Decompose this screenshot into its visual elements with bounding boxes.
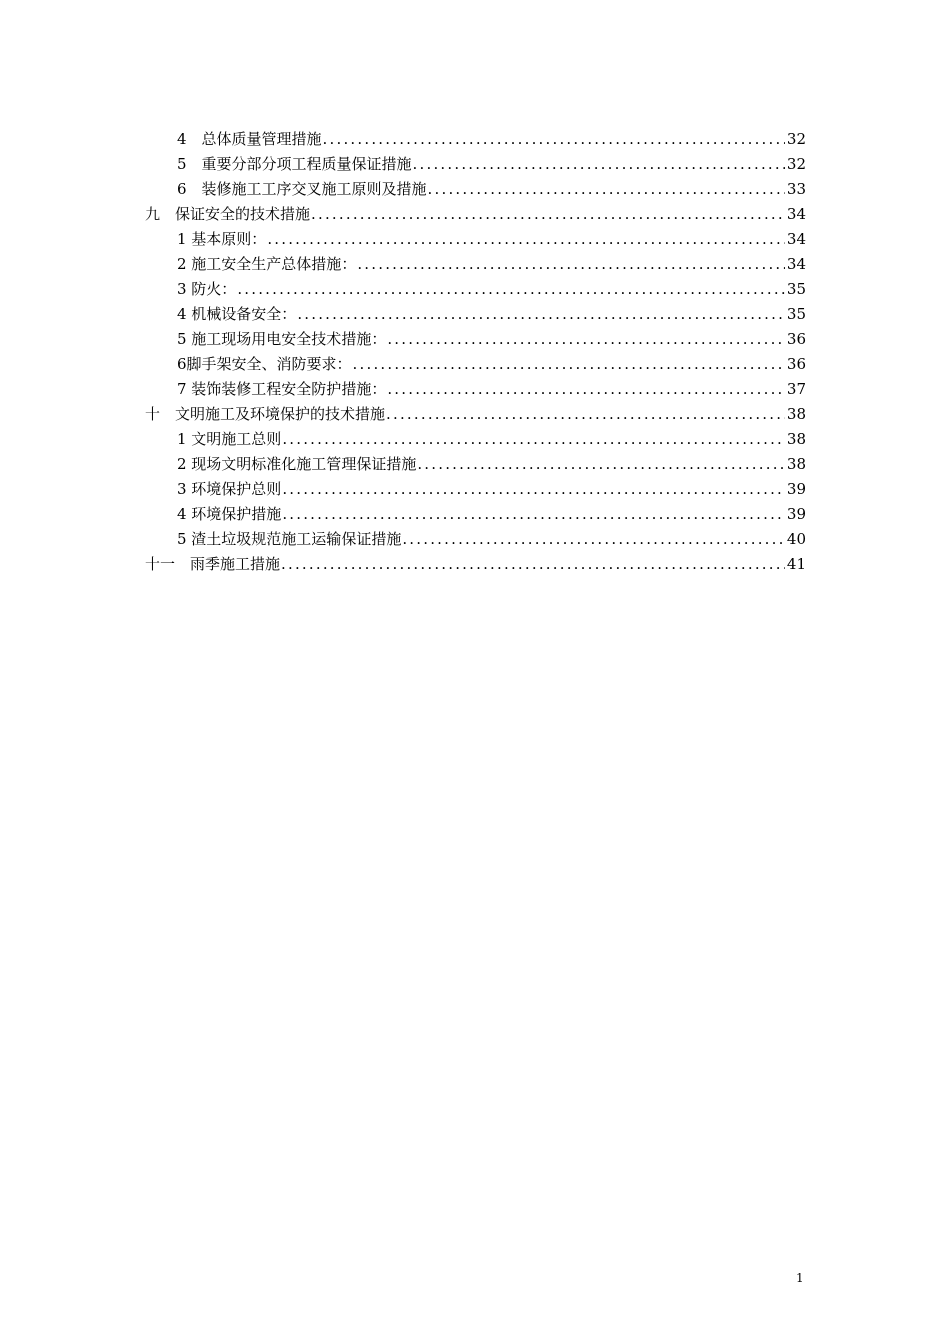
- toc-entry[interactable]: [145, 527, 806, 552]
- toc-entry-title: 1 基本原则：: [177, 230, 267, 248]
- toc-chapter-entry[interactable]: [145, 202, 806, 227]
- toc-entry[interactable]: [145, 452, 806, 477]
- toc-entry-title: 6脚手架安全、消防要求：: [177, 355, 352, 373]
- toc-entry-page: 39: [786, 480, 806, 498]
- toc-entry-title: 5 重要分部分项工程质量保证措施: [177, 155, 412, 173]
- toc-entry[interactable]: [145, 127, 806, 152]
- toc-entry[interactable]: [145, 227, 806, 252]
- toc-entry-title: 2 施工安全生产总体措施：: [177, 255, 357, 273]
- toc-dot-leader: [387, 377, 785, 402]
- toc-entry-page: 36: [786, 330, 806, 348]
- toc-dot-leader: [282, 427, 785, 452]
- toc-entry[interactable]: [145, 302, 806, 327]
- toc-entry-page: 34: [786, 230, 806, 248]
- toc-entry-title: 3 防火：: [177, 280, 237, 298]
- toc-entry-title: 十一 雨季施工措施: [145, 555, 281, 573]
- toc-dot-leader: [323, 127, 785, 152]
- table-of-contents: [145, 127, 806, 577]
- toc-entry[interactable]: [145, 277, 806, 302]
- toc-dot-leader: [413, 152, 785, 177]
- toc-entry-title: 十 文明施工及环境保护的技术措施: [145, 405, 386, 423]
- toc-entry[interactable]: [145, 252, 806, 277]
- toc-entry-page: 32: [786, 155, 806, 173]
- toc-dot-leader: [311, 202, 785, 227]
- toc-entry[interactable]: [145, 327, 806, 352]
- toc-dot-leader: [357, 252, 785, 277]
- toc-entry-page: 38: [786, 455, 806, 473]
- toc-entry-page: 39: [786, 505, 806, 523]
- toc-entry[interactable]: [145, 152, 806, 177]
- toc-entry[interactable]: [145, 377, 806, 402]
- toc-dot-leader: [417, 452, 785, 477]
- toc-dot-leader: [387, 327, 785, 352]
- toc-entry-title: 5 渣土垃圾规范施工运输保证措施: [177, 530, 402, 548]
- toc-entry-page: 37: [786, 380, 806, 398]
- toc-entry[interactable]: [145, 502, 806, 527]
- toc-entry[interactable]: [145, 427, 806, 452]
- toc-entry-page: 38: [786, 430, 806, 448]
- toc-entry-page: 33: [786, 180, 806, 198]
- toc-dot-leader: [428, 177, 785, 202]
- toc-entry[interactable]: [145, 352, 806, 377]
- toc-entry-page: 34: [786, 205, 806, 223]
- toc-dot-leader: [353, 352, 785, 377]
- toc-entry-title: 5 施工现场用电安全技术措施：: [177, 330, 387, 348]
- toc-entry-page: 38: [786, 405, 806, 423]
- toc-dot-leader: [282, 477, 785, 502]
- toc-dot-leader: [297, 302, 785, 327]
- toc-entry-title: 7 装饰装修工程安全防护措施：: [177, 380, 387, 398]
- toc-dot-leader: [386, 402, 785, 427]
- page-number: 1: [796, 1271, 804, 1285]
- toc-entry-title: 4 机械设备安全：: [177, 305, 297, 323]
- toc-entry-page: 34: [786, 255, 806, 273]
- toc-entry-title: 九 保证安全的技术措施: [145, 205, 311, 223]
- toc-dot-leader: [281, 552, 785, 577]
- toc-entry-page: 32: [786, 130, 806, 148]
- toc-entry-title: 3 环境保护总则: [177, 480, 282, 498]
- toc-chapter-entry[interactable]: [145, 402, 806, 427]
- toc-entry[interactable]: [145, 477, 806, 502]
- toc-entry-title: 4 总体质量管理措施: [177, 130, 322, 148]
- toc-entry-page: 41: [786, 555, 806, 573]
- toc-entry-page: 35: [786, 305, 806, 323]
- toc-dot-leader: [402, 527, 785, 552]
- toc-entry-title: 4 环境保护措施: [177, 505, 282, 523]
- toc-dot-leader: [237, 277, 785, 302]
- toc-dot-leader: [282, 502, 785, 527]
- toc-entry-title: 2 现场文明标准化施工管理保证措施: [177, 455, 417, 473]
- toc-dot-leader: [267, 227, 785, 252]
- toc-entry-title: 1 文明施工总则: [177, 430, 282, 448]
- toc-entry-page: 35: [786, 280, 806, 298]
- toc-chapter-entry[interactable]: [145, 552, 806, 577]
- toc-entry-title: 6 装修施工工序交叉施工原则及措施: [177, 180, 427, 198]
- toc-entry-page: 36: [786, 355, 806, 373]
- toc-entry[interactable]: [145, 177, 806, 202]
- toc-entry-page: 40: [786, 530, 806, 548]
